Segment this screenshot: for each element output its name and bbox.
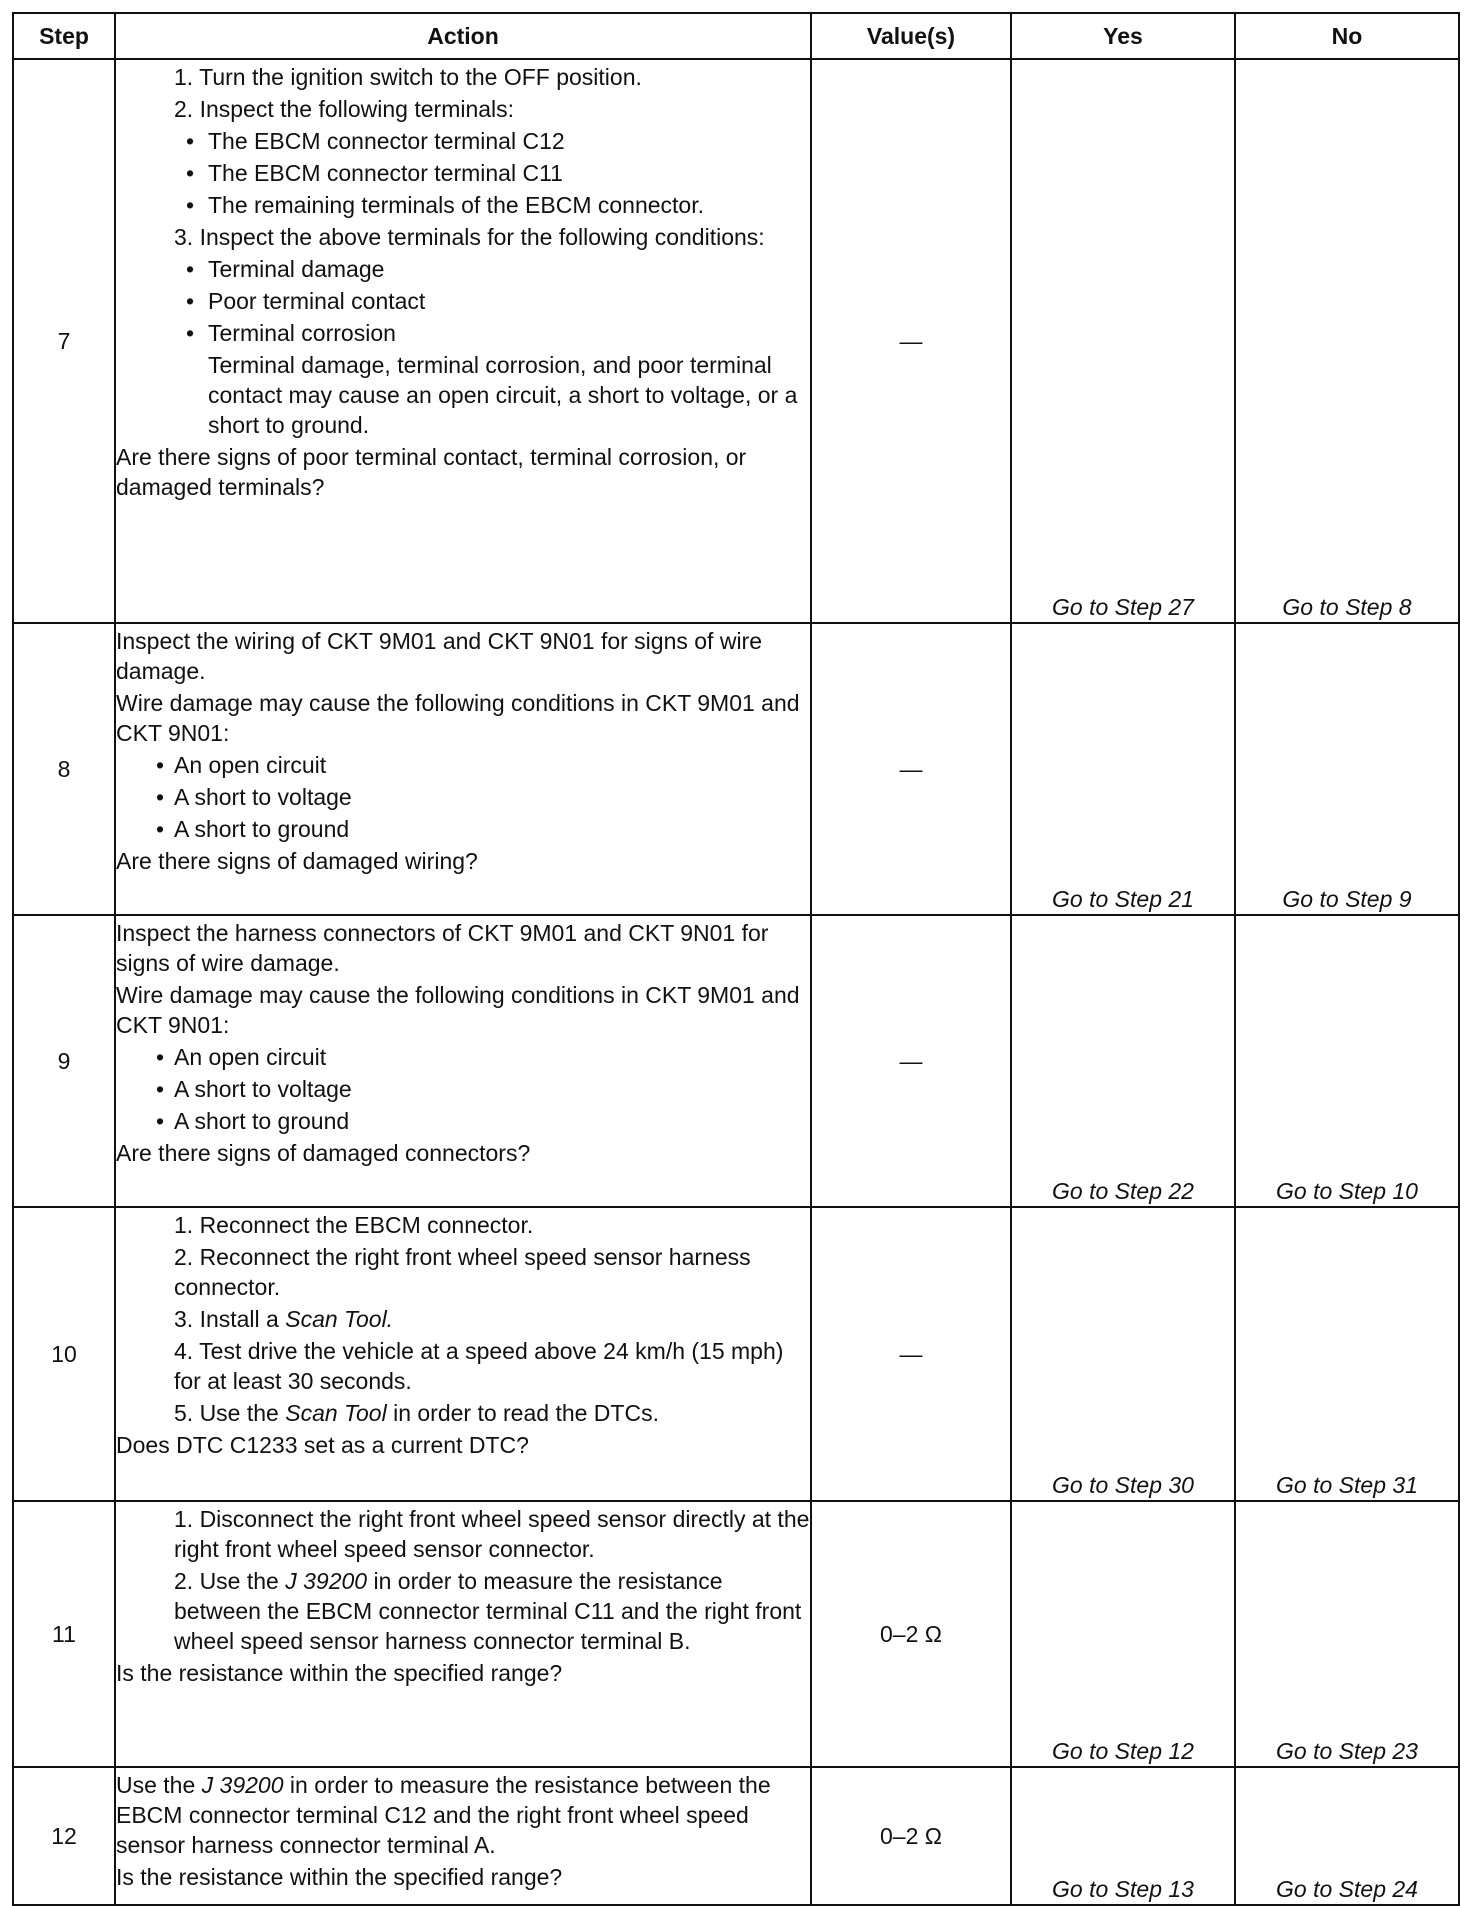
action-text: Inspect the harness connectors of CKT 9M01 and CKT 9N01 for signs of wire damage. <box>116 920 769 976</box>
action-step: 3. Inspect the above terminals for the following conditions: <box>174 224 765 250</box>
bullet-icon: • <box>155 816 164 842</box>
action-question: Are there signs of damaged connectors? <box>116 1140 531 1166</box>
action-bullet: A short to ground <box>174 816 350 842</box>
action-cell <box>115 1207 811 1501</box>
bullet-icon: • <box>155 1108 164 1134</box>
table-row-step-9 <box>13 915 1459 1207</box>
table-row-step-12 <box>13 1767 1459 1905</box>
action-step: 1. Reconnect the EBCM connector. <box>174 1212 534 1238</box>
yes-cell: Go to Step 21 <box>1011 623 1235 915</box>
value-cell: — <box>811 915 1011 1207</box>
tool-name: J 39200 <box>285 1568 368 1594</box>
action-cell <box>115 915 811 1207</box>
bullet-icon: • <box>185 320 194 346</box>
action-step: 2. Reconnect the right front wheel speed sensor harness connector. <box>174 1244 751 1300</box>
action-step: 1. Disconnect the right front wheel speed sensor directly at the right front wheel speed sensor connector. <box>174 1506 810 1562</box>
table-row-step-10 <box>13 1207 1459 1501</box>
tool-name: Scan Tool. <box>285 1306 394 1332</box>
no-cell: Go to Step 24 <box>1235 1767 1459 1905</box>
action-question: Are there signs of damaged wiring? <box>116 848 478 874</box>
action-text-part: Use the <box>116 1772 196 1798</box>
action-note: Terminal damage, terminal corrosion, and poor terminal contact may cause an open circuit, a short to voltage, or a short to ground. <box>208 352 798 438</box>
action-bullet: Poor terminal contact <box>208 288 426 314</box>
action-step-text: in order to read the DTCs. <box>393 1400 659 1426</box>
action-step-text: 5. Use the <box>174 1400 279 1426</box>
action-text <box>116 1770 810 1860</box>
no-cell: Go to Step 23 <box>1235 1501 1459 1767</box>
step-number: 12 <box>13 1767 115 1905</box>
bullet-icon: • <box>155 752 164 778</box>
step-number: 9 <box>13 915 115 1207</box>
step-number: 10 <box>13 1207 115 1501</box>
bullet-icon: • <box>185 128 194 154</box>
value-cell: — <box>811 1207 1011 1501</box>
action-bullet: The remaining terminals of the EBCM connector. <box>208 192 705 218</box>
table-row-step-8 <box>13 623 1459 915</box>
bullet-icon: • <box>185 160 194 186</box>
action-text-part: in order to measure the resistance between the EBCM connector terminal C12 and the right front wheel speed sensor harness connector terminal A. <box>116 1772 771 1858</box>
action-question: Does DTC C1233 set as a current DTC? <box>116 1432 529 1458</box>
header-step: Step <box>13 13 115 59</box>
step-number: 11 <box>13 1501 115 1767</box>
action-bullet: The EBCM connector terminal C12 <box>208 128 565 154</box>
diagnostic-table <box>12 12 1460 1906</box>
no-cell: Go to Step 8 <box>1235 59 1459 623</box>
action-question: Is the resistance within the specified range? <box>116 1864 563 1890</box>
action-step: 1. Turn the ignition switch to the OFF position. <box>174 64 642 90</box>
bullet-icon: • <box>185 256 194 282</box>
table-row-step-11 <box>13 1501 1459 1767</box>
action-step: 4. Test drive the vehicle at a speed above 24 km/h (15 mph) for at least 30 seconds. <box>174 1338 784 1394</box>
action-bullet: A short to voltage <box>174 784 352 810</box>
action-text: Wire damage may cause the following conditions in CKT 9M01 and CKT 9N01: <box>116 982 800 1038</box>
bullet-icon: • <box>155 1044 164 1070</box>
bullet-icon: • <box>185 192 194 218</box>
action-cell <box>115 1767 811 1905</box>
action-bullet: A short to ground <box>174 1108 350 1134</box>
action-step <box>174 1304 810 1334</box>
value-cell: — <box>811 59 1011 623</box>
action-step-text: in order to measure the resistance between the EBCM connector terminal C11 and the right front wheel speed sensor harness connector terminal B. <box>174 1568 802 1654</box>
action-cell <box>115 59 811 623</box>
action-bullet: An open circuit <box>174 1044 327 1070</box>
action-bullet: The EBCM connector terminal C11 <box>208 160 563 186</box>
header-row <box>13 13 1459 59</box>
action-bullet: A short to voltage <box>174 1076 352 1102</box>
action-cell <box>115 1501 811 1767</box>
action-cell <box>115 623 811 915</box>
tool-name: J 39200 <box>201 1772 284 1798</box>
header-action: Action <box>115 13 811 59</box>
action-bullet: Terminal corrosion <box>208 320 396 346</box>
action-question: Are there signs of poor terminal contact, terminal corrosion, or damaged terminals? <box>116 444 747 500</box>
action-step-text: 3. Install a <box>174 1306 279 1332</box>
value-cell: — <box>811 623 1011 915</box>
step-number: 7 <box>13 59 115 623</box>
bullet-icon: • <box>155 784 164 810</box>
action-step-text: 2. Use the <box>174 1568 279 1594</box>
header-values: Value(s) <box>811 13 1011 59</box>
action-question: Is the resistance within the specified range? <box>116 1660 563 1686</box>
yes-cell: Go to Step 13 <box>1011 1767 1235 1905</box>
yes-cell: Go to Step 30 <box>1011 1207 1235 1501</box>
no-cell: Go to Step 10 <box>1235 915 1459 1207</box>
header-no: No <box>1235 13 1459 59</box>
no-cell: Go to Step 31 <box>1235 1207 1459 1501</box>
no-cell: Go to Step 9 <box>1235 623 1459 915</box>
value-cell: 0–2 Ω <box>811 1501 1011 1767</box>
action-step: 2. Inspect the following terminals: <box>174 96 515 122</box>
tool-name: Scan Tool <box>285 1400 387 1426</box>
step-number: 8 <box>13 623 115 915</box>
yes-cell: Go to Step 27 <box>1011 59 1235 623</box>
action-step <box>174 1566 810 1656</box>
yes-cell: Go to Step 12 <box>1011 1501 1235 1767</box>
table-row-step-7 <box>13 59 1459 623</box>
header-yes: Yes <box>1011 13 1235 59</box>
action-text: Wire damage may cause the following conditions in CKT 9M01 and CKT 9N01: <box>116 690 800 746</box>
bullet-icon: • <box>155 1076 164 1102</box>
action-bullet: Terminal damage <box>208 256 385 282</box>
yes-cell: Go to Step 22 <box>1011 915 1235 1207</box>
bullet-icon: • <box>185 288 194 314</box>
value-cell: 0–2 Ω <box>811 1767 1011 1905</box>
action-step <box>174 1398 810 1428</box>
action-text: Inspect the wiring of CKT 9M01 and CKT 9N01 for signs of wire damage. <box>116 628 763 684</box>
action-bullet: An open circuit <box>174 752 327 778</box>
